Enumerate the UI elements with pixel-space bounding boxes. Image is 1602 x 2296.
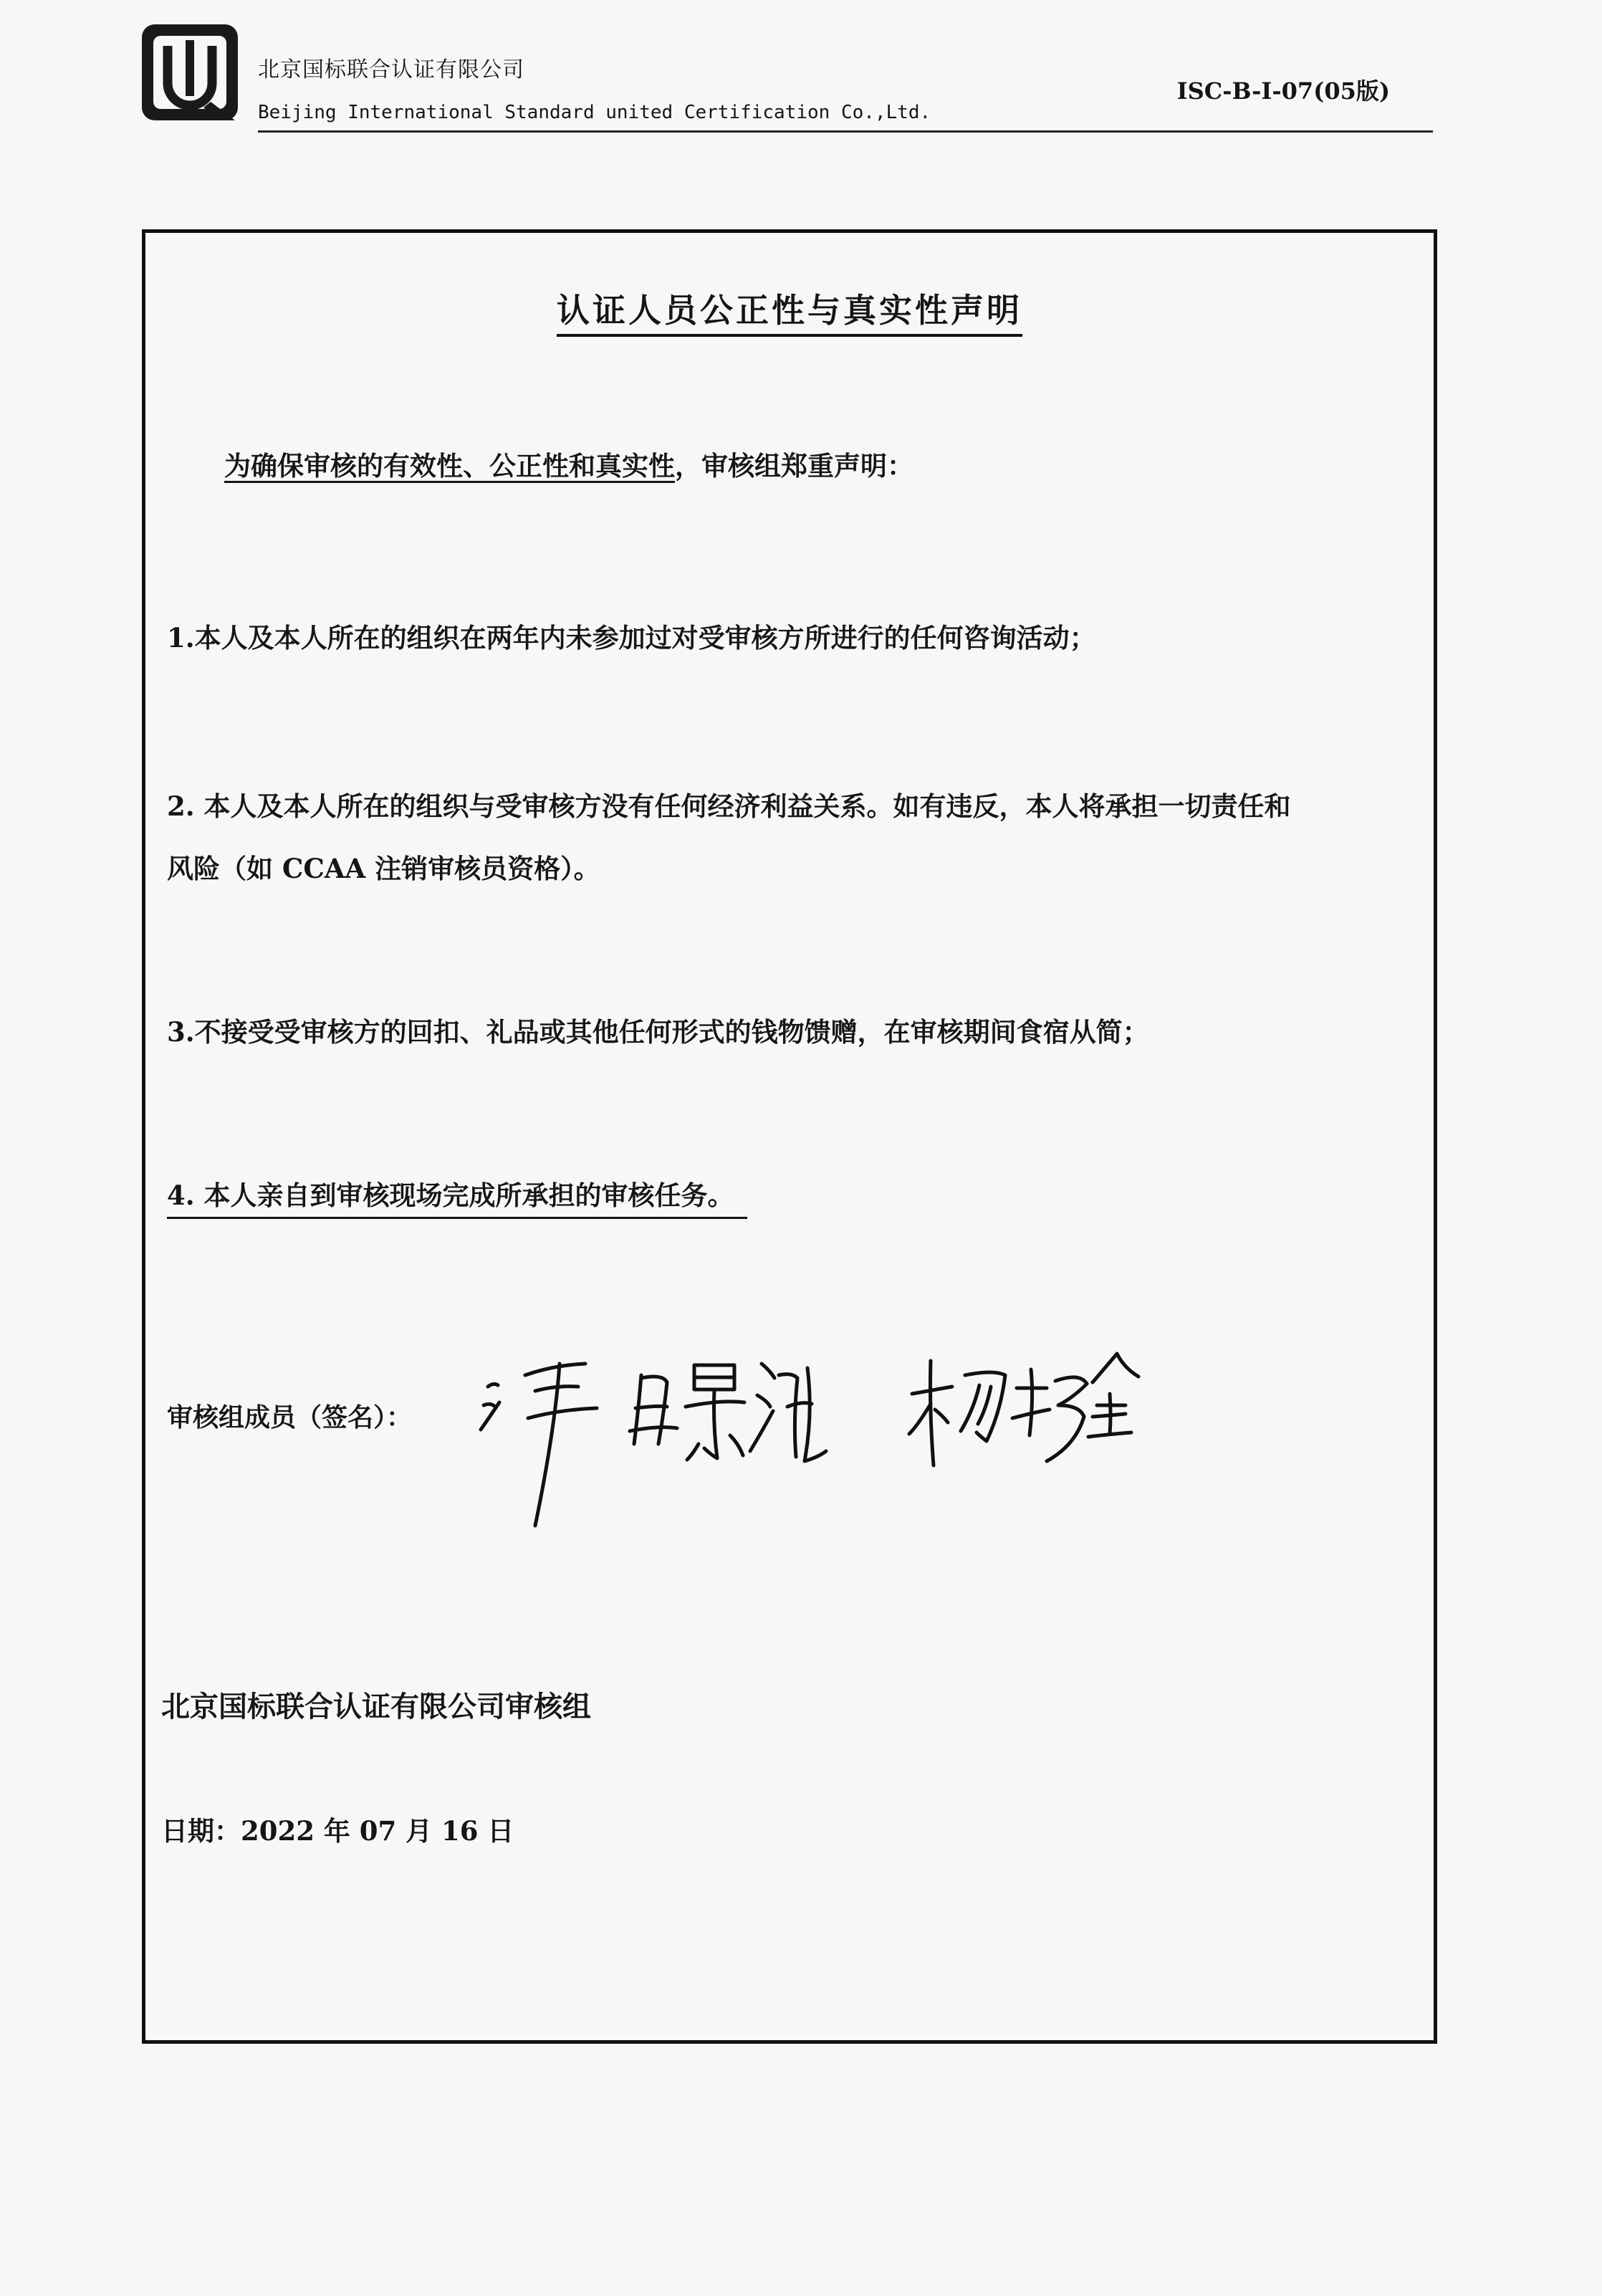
intro-paragraph — [224, 444, 913, 483]
clause-4 — [167, 1174, 747, 1212]
letterhead — [136, 14, 1433, 136]
date-line: 日期：2022 年 07 月 16 日 — [161, 1815, 514, 1847]
signature-3 — [905, 1344, 1141, 1473]
title-text: 认证人员公正性与真实性声明 — [557, 291, 1022, 337]
header-divider — [258, 130, 1433, 133]
clause-4-text: 4. 本人亲自到审核现场完成所承担的审核任务。 — [167, 1180, 747, 1219]
signature-label: 审核组成员（签名）： — [167, 1402, 413, 1432]
declaration-box — [142, 229, 1437, 2044]
company-logo-icon — [136, 19, 244, 126]
clause-2-continued: 风险（如 CCAA 注销审核员资格）。 — [167, 853, 600, 884]
clause-1: 1.本人及本人所在的组织在两年内未参加过对受审核方所进行的任何咨询活动； — [167, 622, 1096, 654]
document-title — [145, 284, 1434, 332]
audit-team-org: 北京国标联合认证有限公司审核组 — [161, 1690, 591, 1723]
clause-3: 3.不接受受审核方的回扣、礼品或其他任何形式的钱物馈赠，在审核期间食宿从简； — [167, 1016, 1149, 1048]
company-name-cn: 北京国标联合认证有限公司 — [258, 57, 524, 82]
intro-underlined: 为确保审核的有效性、公正性和真实性 — [224, 450, 675, 482]
signature-2 — [625, 1344, 833, 1480]
intro-rest: ，审核组郑重声明： — [675, 450, 913, 482]
company-name-en: Beijing International Standard united Certification Co.,Ltd. — [258, 102, 931, 123]
clause-2: 2. 本人及本人所在的组织与受审核方没有任何经济利益关系。如有违反，本人将承担一切责任和 — [167, 790, 1291, 822]
signature-1 — [475, 1344, 611, 1530]
document-code: ISC-B-I-07(05版) — [1176, 77, 1390, 105]
